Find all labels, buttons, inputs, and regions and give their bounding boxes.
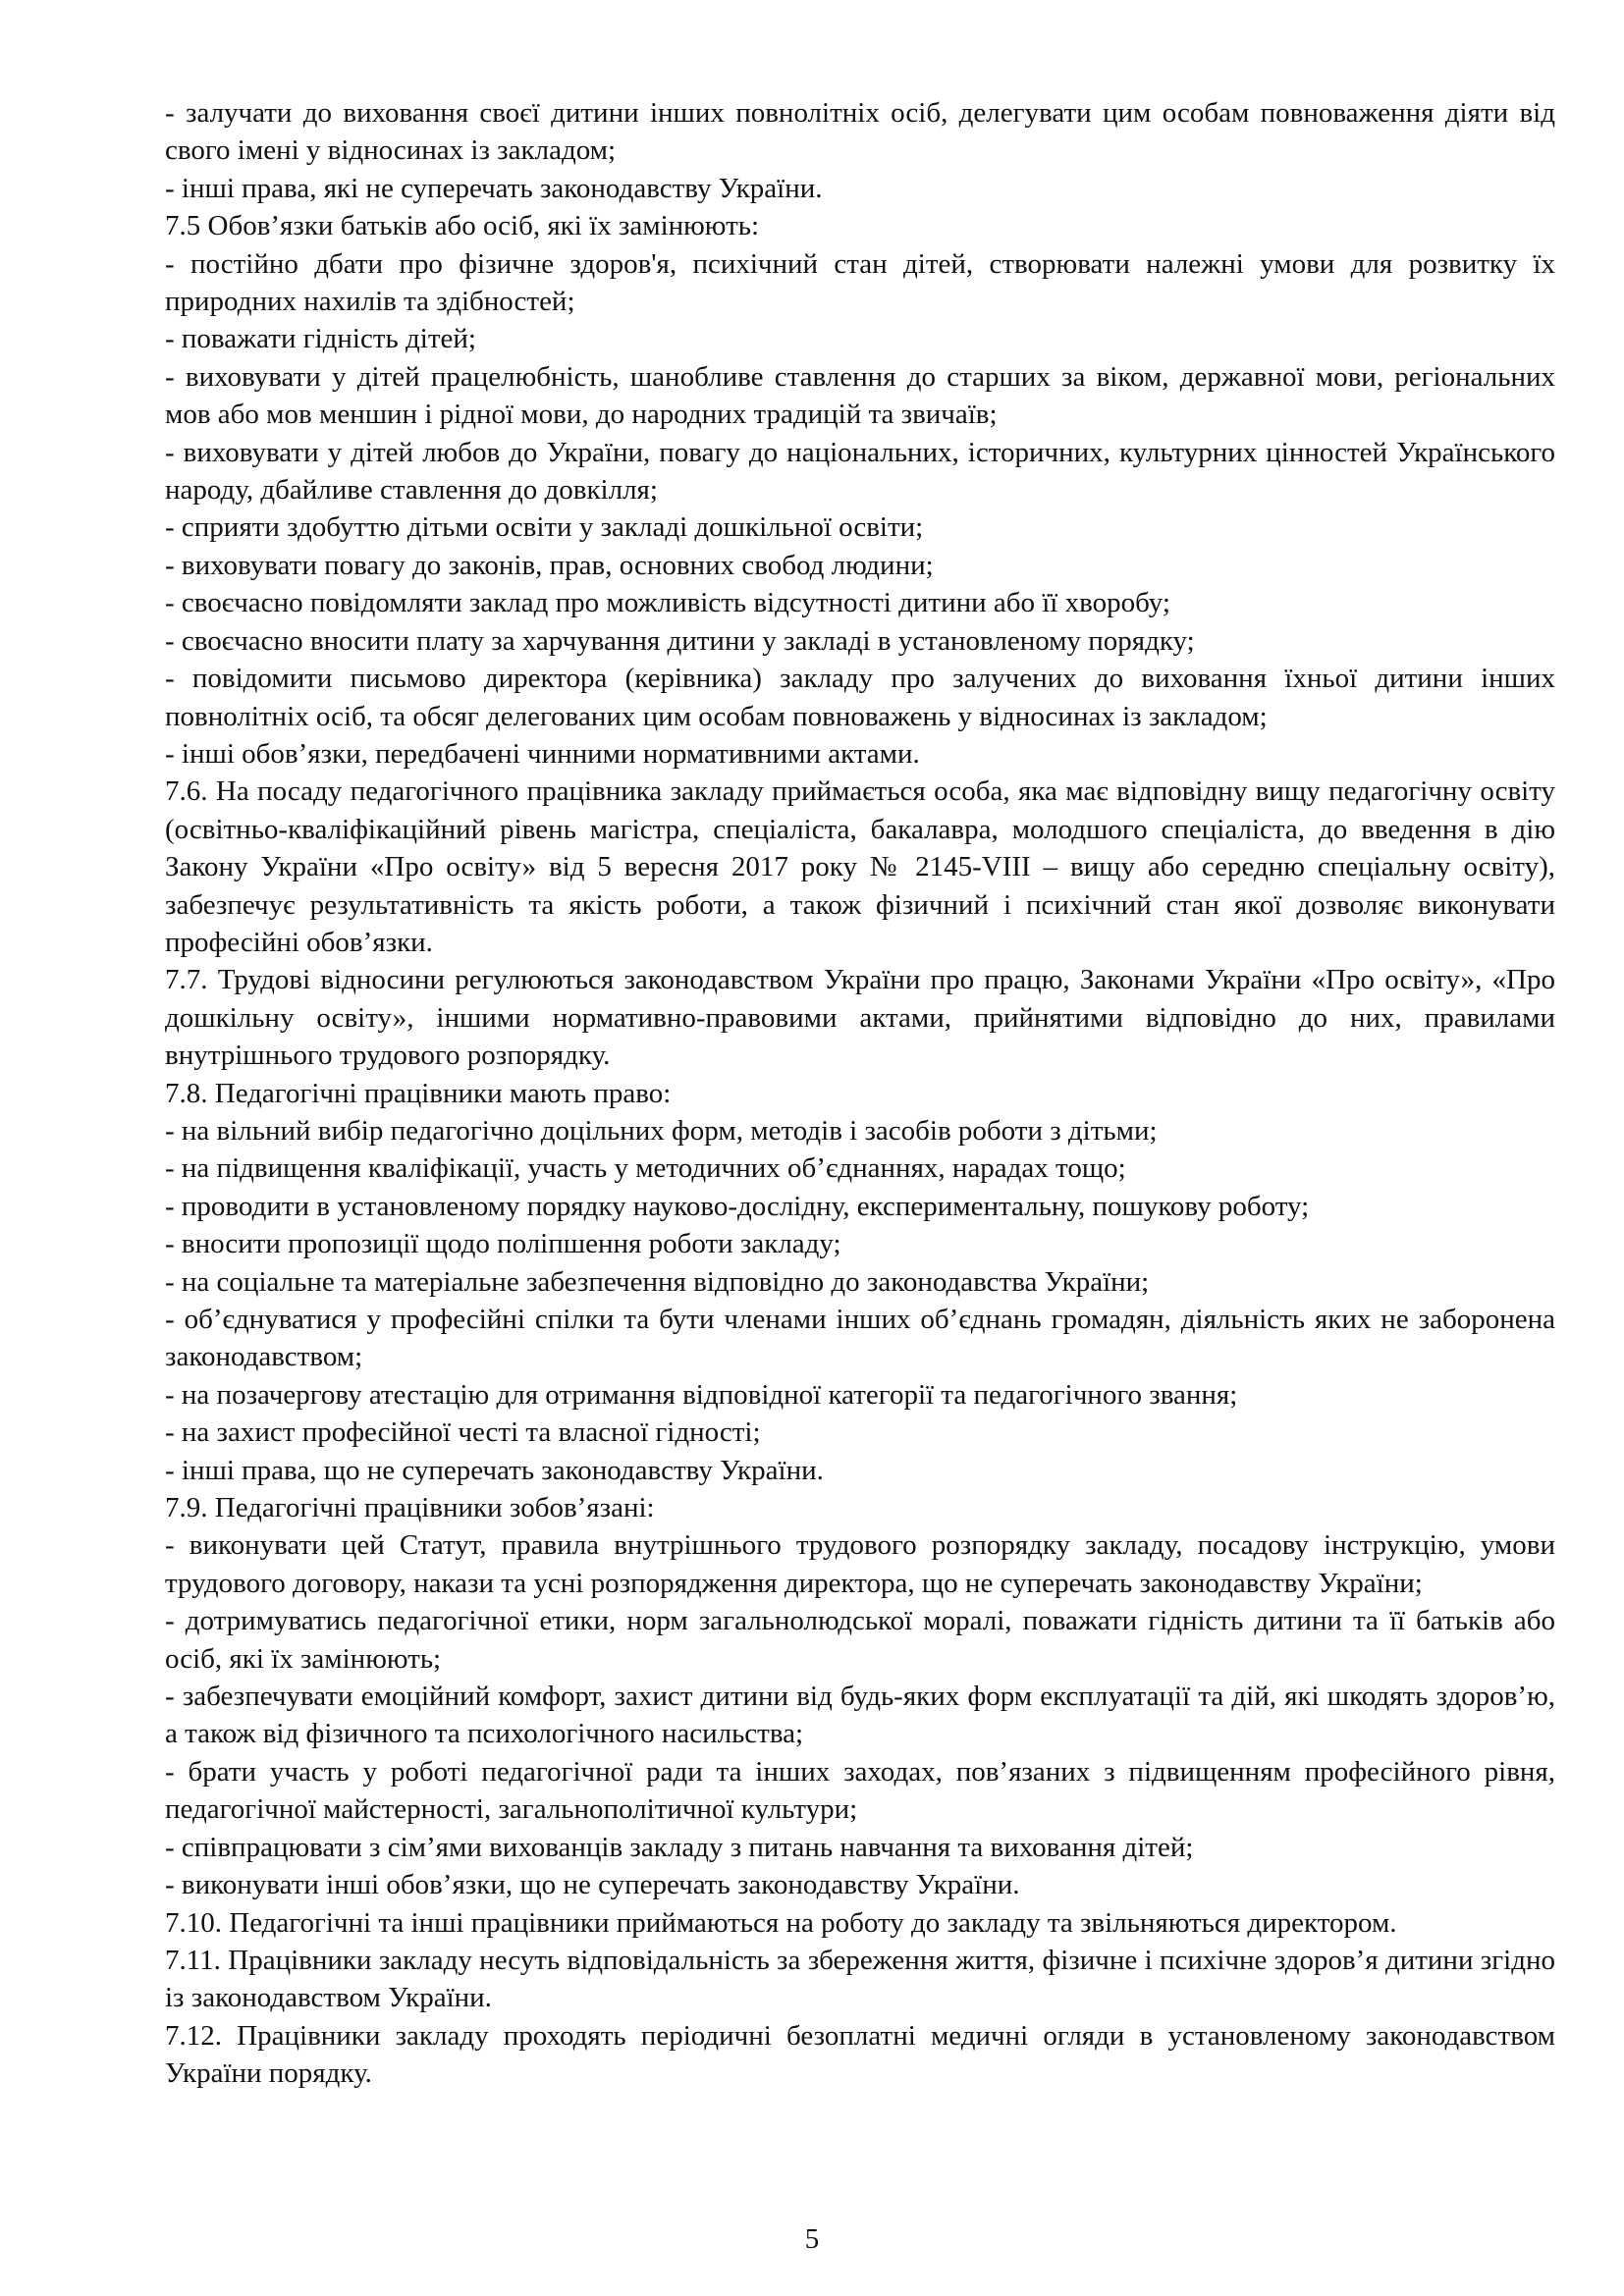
paragraph: - виховувати повагу до законів, прав, основних свобод людини;: [165, 549, 934, 581]
section-paragraph: 7.12. Працівники закладу проходять періодичні безоплатні медичні огляди в установленому законодавством України порядку.: [165, 2019, 1555, 2090]
paragraph: - брати участь у роботі педагогічної ради та інших заходах, пов’язаних з підвищенням професійного рівня, педагогічної майстерності, загальнополітичної культури;: [165, 1755, 1555, 1826]
section-paragraph: 7.11. Працівники закладу несуть відповідальність за збереження життя, фізичне і психічне здоров’я дитини згідно із законодавством України.: [165, 1944, 1555, 2014]
paragraph: - співпрацювати з сім’ями вихованців закладу з питань навчання та виховання дітей;: [165, 1831, 1194, 1863]
paragraph: - забезпечувати емоційний комфорт, захист дитини від будь-яких форм експлуатації та дій, які шкодять здоров’ю, а також від фізичного та психологічного насильства;: [165, 1681, 1555, 1750]
section-heading: 7.8. Педагогічні працівники мають право:: [165, 1077, 672, 1109]
paragraph: - сприяти здобуттю дітьми освіти у закладі дошкільної освіти;: [165, 511, 924, 544]
section-paragraph: 7.6. На посаду педагогічного працівника закладу приймається особа, яка має відповідну вищу педагогічну освіту (освітньо-кваліфікаційний рівень магістра, спеціаліста, бакалавра, молодшого спеціаліста, до введення в дію Закону України «Про освіту» від 5 вересня 2017 року № 2145-VIII – вищу або середню спеціальну освіту), забезпечує результативність та якість роботи, а також фізичний і психічний стан якої дозволяє виконувати професійні обов’язки.: [165, 775, 1555, 958]
paragraph: - на вільний вибір педагогічно доцільних форм, методів і засобів роботи з дітьми;: [165, 1114, 1158, 1147]
section-paragraph: 7.10. Педагогічні та інші працівники приймаються на роботу до закладу та звільняються директором.: [165, 1906, 1397, 1939]
paragraph: - на позачергову атестацію для отримання відповідної категорії та педагогічного звання;: [165, 1378, 1238, 1411]
section-heading: 7.5 Обов’язки батьків або осіб, які їх замінюють:: [165, 210, 760, 242]
paragraph: - вносити пропозиції щодо поліпшення роботи закладу;: [165, 1228, 841, 1260]
paragraph: - виховувати у дітей любов до України, повагу до національних, історичних, культурних цінностей Українського народу, дбайливе ставлення до довкілля;: [165, 436, 1555, 507]
paragraph: - дотримуватись педагогічної етики, норм загальнолюдської моралі, поважати гідність дитини та її батьків або осіб, які їх замінюють;: [165, 1605, 1555, 1675]
page-number: 5: [804, 2223, 820, 2255]
paragraph: - залучати до виховання своєї дитини інших повнолітніх осіб, делегувати цим особам повноваження діяти від свого імені у відносинах із закладом;: [165, 97, 1555, 167]
paragraph: - повідомити письмово директора (керівника) закладу про залучених до виховання їхньої дитини інших повнолітніх осіб, та обсяг делегованих цим особам повноважень у відносинах із закладом;: [165, 663, 1555, 732]
paragraph: - на соціальне та матеріальне забезпечення відповідно до законодавства України;: [165, 1265, 1150, 1298]
section-heading: 7.9. Педагогічні працівники зобов’язані:: [165, 1492, 655, 1524]
paragraph: - своєчасно вносити плату за харчування дитини у закладі в установленому порядку;: [165, 624, 1195, 657]
paragraph: - проводити в установленому порядку науково-дослідну, експериментальну, пошукову роботу;: [165, 1190, 1310, 1222]
paragraph: - виконувати цей Статут, правила внутрішнього трудового розпорядку закладу, посадову інструкцію, умови трудового договору, накази та усні розпорядження директора, що не суперечать законодавству України;: [165, 1529, 1555, 1599]
document-body: [165, 94, 1555, 2093]
section-paragraph: 7.7. Трудові відносини регулюються законодавством України про працю, Законами України «Про освіту», «Про дошкільну освіту», іншими нормативно-правовими актами, прийнятими відповідно до них, правилами внутрішнього трудового розпорядку.: [165, 964, 1555, 1072]
paragraph: - інші обов’язки, передбачені чинними нормативними актами.: [165, 737, 920, 770]
paragraph: - своєчасно повідомляти заклад про можливість відсутності дитини або її хворобу;: [165, 587, 1170, 619]
paragraph: - інші права, які не суперечать законодавству України.: [165, 172, 823, 204]
paragraph: - виконувати інші обов’язки, що не суперечать законодавству України.: [165, 1869, 1020, 1901]
paragraph: - постійно дбати про фізичне здоров'я, психічний стан дітей, створювати належні умови для розвитку їх природних нахилів та здібностей;: [165, 247, 1555, 318]
paragraph: - інші права, що не суперечать законодавству України.: [165, 1454, 824, 1486]
paragraph: - поважати гідність дітей;: [165, 323, 476, 355]
paragraph: - на підвищення кваліфікації, участь у методичних об’єднаннях, нарадах тощо;: [165, 1152, 1126, 1185]
paragraph: - виховувати у дітей працелюбність, шанобливе ставлення до старших за віком, державної мови, регіональних мов або мов меншин і рідної мови, до народних традицій та звичаїв;: [165, 360, 1555, 431]
paragraph: - об’єднуватися у професійні спілки та бути членами інших об’єднань громадян, діяльність яких не заборонена законодавством;: [165, 1304, 1555, 1373]
paragraph: - на захист професійної честі та власної гідності;: [165, 1416, 761, 1449]
